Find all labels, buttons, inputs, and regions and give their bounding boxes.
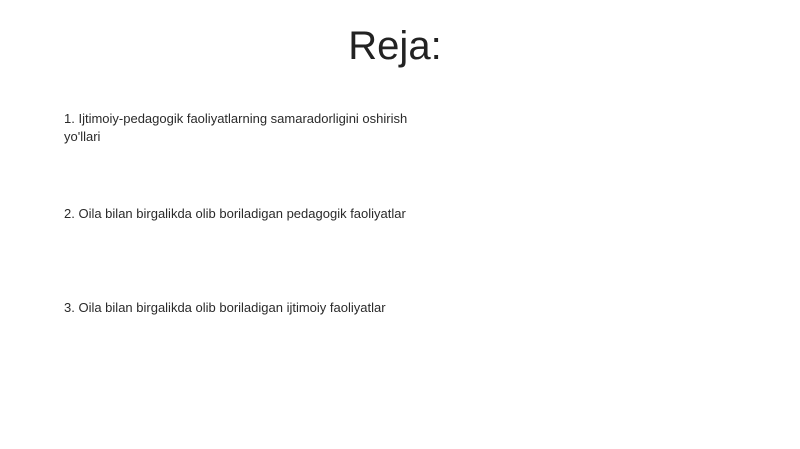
plan-item-1: 1. Ijtimoiy-pedagogik faoliyatlarning samaradorligini oshirish yo'llari xyxy=(64,111,408,144)
slide-title: Reja: xyxy=(348,24,442,68)
plan-item-2: 2. Oila bilan birgalikda olib boriladigan pedagogik faoliyatlar xyxy=(64,206,406,221)
plan-item-3: 3. Oila bilan birgalikda olib boriladigan ijtimoiy faoliyatlar xyxy=(64,300,386,315)
